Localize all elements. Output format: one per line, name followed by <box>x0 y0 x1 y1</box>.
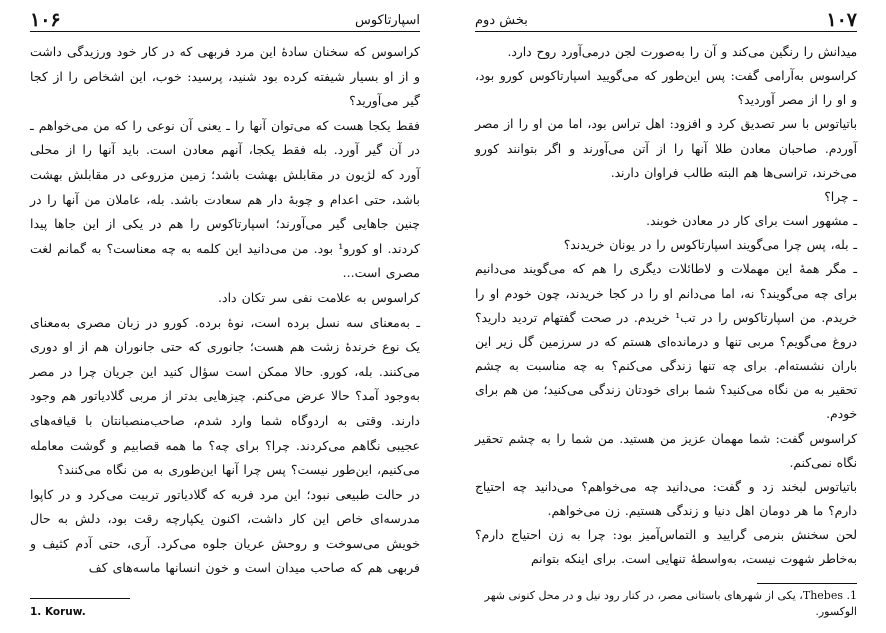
page-body <box>475 40 857 571</box>
paragraph: باتیاتوس لبخند زد و گفت: می‌دانید چه می‌خواهم؟ می‌دانید چه احتیاج دارم؟ ما هر دومان اهل دنیا و زندگی هستیم. زن می‌خواهم. <box>475 479 857 518</box>
page-number: ۱۰۷ <box>826 9 857 31</box>
paragraph: فقط یکجا هست که می‌توان آنها را ـ یعنی آن نوعی را که من می‌خواهم ـ در آن گیر آورد. بله فقط یکجا، آنهم معادن است. باید آنها را از محلی آورد که لژیون در مقابلش بهشت باشد؛ زمین مزروعی در مقابلش بهشت باشد، حتی اعدام و چوبهٔ دار هم سعادت باشد. بله، عاملان من آنها را در چنین جاهایی گیر می‌آورند؛ اسپارتاکوس را هم در یکی از این جاها پیدا کردند. او کورو¹ بود. من می‌دانید این کلمه به چه معناست؟ به گمانم لغت مصری است... <box>30 117 420 281</box>
paragraph: ـ به‌معنای سه نسل برده است، نوهٔ برده. کورو در زبان مصری به‌معنای یک نوع خرندهٔ زشت هم هست؛ جانوری که حتی جانوران هم از او دوری می‌کنند. بله، کورو. حالا ممکن است سؤال کنید این جریان چرا در مصر به‌وجود آمد؟ حالا عرض می‌کنم. چیزهایی بدتر از مربی گلادیاتور هم وجود دارند. وقتی به اردوگاه شما وارد شدم، صاحب‌منصبانتان با قیافه‌های عجیبی نگاهم می‌کردند. چرا؟ برای چه؟ ما همه قصابیم و گوشت معامله می‌کنیم، این‌طور نیست؟ پس چرا آنها این‌طوری به من نگاه می‌کنند؟ <box>30 314 420 478</box>
paragraph: ـ بله، پس چرا می‌گویند اسپارتاکوس را در یونان خریدند؟ <box>563 238 857 253</box>
page-header <box>475 10 857 30</box>
paragraph: ـ مگر همهٔ این مهملات و لاطائلات دیگری را هم که می‌گویند می‌دانیم برای چه می‌گویند؟ نه، اما می‌دانم او را در کجا خریدند، چون خودم او را خریدم. من اسپارتاکوس را در تب¹ خریدم. در صحت گفتهام تردید دارید؟ دروغ می‌گویم؟ مربی تنها و درمانده‌ای هستم که در سرزمین گل زیر این باران نشسته‌ام. برای چه تنها زندگی می‌کنم؟ به چه مناسبت به چشم تحقیر به من نگاه می‌کنید؟ شما برای خودتان زندگی می‌کنید؛ من هم برای خودم. <box>475 262 857 422</box>
paragraph: میدانش را رنگین می‌کند و آن را به‌صورت لجن درمی‌آورد روح دارد. <box>507 45 857 59</box>
paragraph: ـ مشهور است برای کار در معادن خوبند. <box>646 214 857 229</box>
paragraph: کراسوس به علامت نفی سر تکان داد. <box>218 289 420 305</box>
footnote-rule <box>30 598 130 599</box>
paragraph: کراسوس گفت: شما مهمان عزیز من هستید. من شما را به چشم تحقیر نگاه نمی‌کنم. <box>475 431 857 470</box>
page-header <box>30 10 420 30</box>
paragraph: ـ چرا؟ <box>824 189 857 204</box>
footnote: 1. Koruw. <box>30 606 86 618</box>
right-page <box>443 0 886 633</box>
running-head: بخش دوم <box>475 12 528 28</box>
paragraph: در حالت طبیعی نبود؛ این مرد فربه که گلادیاتور تربیت می‌کرد و در کاپوا مدرسه‌ای خاص این کار داشت، اکنون یکپارچه رقت بود، دلش به حال خویش می‌سوخت و روحش عریان جلوه می‌کرد. آری، حتی آدم کثیف و فربهی هم که صاحب میدان است و خون انسانها ماسه‌های کف <box>30 486 420 576</box>
paragraph: لحن سخنش بنرمی گرایید و التماس‌آمیز بود: چرا به زن احتیاج دارم؟ به‌خاطر شهوت نیست، به‌واسطهٔ تنهایی است. برای اینکه بتوانم <box>475 528 857 567</box>
page-body <box>30 40 420 581</box>
header-rule <box>30 31 420 32</box>
header-rule <box>475 31 857 32</box>
page-number: ۱۰۶ <box>30 9 61 31</box>
paragraph: کراسوس به‌آرامی گفت: پس این‌طور که می‌گویید اسپارتاکوس کورو بود، و او را از مصر آوردید؟ <box>475 69 857 108</box>
footnote: 1. Thebes، یکی از شهرهای باستانی مصر، در کنار رود نیل و در محل کنونی شهر الوکسور. <box>484 589 857 618</box>
paragraph: باتیاتوس با سر تصدیق کرد و افزود: اهل تراس بود، اما من او را از مصر آوردم. صاحبان معادن طلا آنها را از آتن می‌آورند و اگر بتوانند کورو می‌خرند، تراسی‌ها هم البته طالب فراوان دارند. <box>475 117 857 180</box>
paragraph: کراسوس که سخنان سادهٔ این مرد فربهی که در کار خود ورزیدگی داشت و از او بسیار شیفته کرده بود شنید، پرسید: خوب، این اشخاص را از کجا گیر می‌آورید؟ <box>30 44 420 109</box>
footnote-rule <box>757 583 857 584</box>
running-head: اسپارتاکوس <box>354 12 420 28</box>
